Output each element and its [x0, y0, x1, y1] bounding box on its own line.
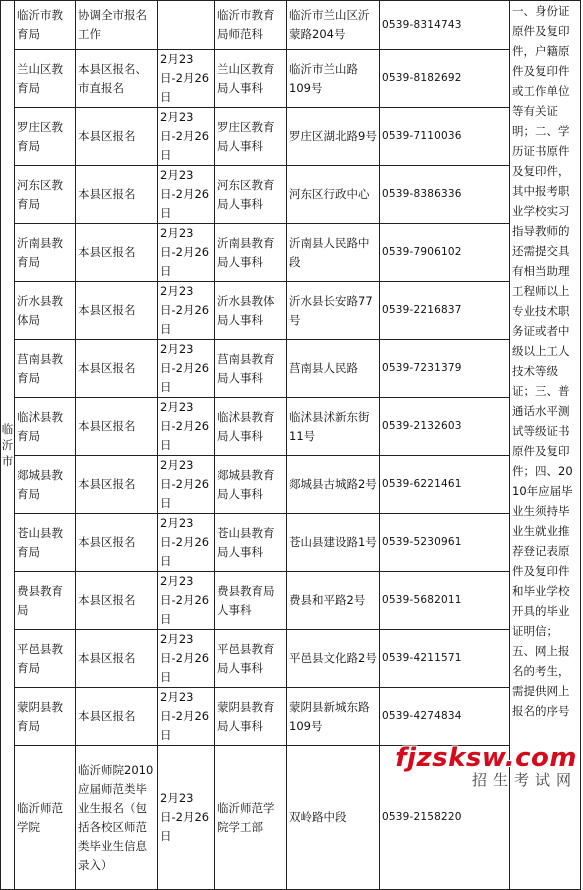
time-cell: 2月23日-2月26日 — [158, 456, 215, 514]
address-cell: 郯城县古城路2号 — [287, 456, 380, 514]
time-cell: 2月23日-2月26日 — [158, 746, 215, 890]
scope-cell: 本县区报名 — [76, 282, 158, 340]
scope-cell: 本县区报名 — [76, 340, 158, 398]
time-cell: 2月23日-2月26日 — [158, 340, 215, 398]
address-cell: 罗庄区湖北路9号 — [287, 108, 380, 166]
table-row — [1, 50, 581, 108]
place-cell: 沂南县教育局人事科 — [215, 224, 287, 282]
table-row — [1, 456, 581, 514]
unit-cell: 临沂市教育局 — [15, 1, 76, 50]
address-cell: 费县和平路2号 — [287, 572, 380, 630]
site-watermark — [395, 743, 577, 790]
scope-cell: 协调全市报名工作 — [76, 1, 158, 50]
place-cell: 莒南县教育局人事科 — [215, 340, 287, 398]
phone-cell: 0539-5682011 — [380, 572, 510, 630]
unit-cell: 蒙阴县教育局 — [15, 688, 76, 746]
unit-cell: 兰山区教育局 — [15, 50, 76, 108]
scope-cell: 本县区报名 — [76, 688, 158, 746]
address-cell: 平邑县文化路2号 — [287, 630, 380, 688]
table-row — [1, 108, 581, 166]
unit-cell: 河东区教育局 — [15, 166, 76, 224]
phone-cell: 0539-2216837 — [380, 282, 510, 340]
time-cell: 2月23日-2月26日 — [158, 166, 215, 224]
phone-cell: 0539-6221461 — [380, 456, 510, 514]
place-cell: 蒙阴县教育局人事科 — [215, 688, 287, 746]
phone-cell: 0539-8386336 — [380, 166, 510, 224]
phone-cell: 0539-7231379 — [380, 340, 510, 398]
table-row — [1, 630, 581, 688]
place-cell: 沂水县教体局人事科 — [215, 282, 287, 340]
phone-cell: 0539-4211571 — [380, 630, 510, 688]
place-cell: 兰山区教育局人事科 — [215, 50, 287, 108]
unit-cell: 苍山县教育局 — [15, 514, 76, 572]
time-cell: 2月23日-2月26日 — [158, 630, 215, 688]
scope-cell: 本县区报名 — [76, 108, 158, 166]
table-row — [1, 398, 581, 456]
table-row — [1, 282, 581, 340]
place-cell: 罗庄区教育局人事科 — [215, 108, 287, 166]
notes-cell: 一、身份证原件及复印件，户籍原件及复印件或工作单位等有关证明；二、学历证书原件及复印件，其中报考职业学校实习指导教师的还需提交具有相当助理工程师以上专业技术职务证或者中级以上工人技术等级证；三、普通话水平测试等级证书原件及复印件；四、2010年应届毕业生须持毕业生就业推荐登记表原件及复印件和毕业学校开具的毕业证明信；五、网上报名的考生，需提供网上报名的序号 — [510, 1, 581, 890]
watermark-logo: fjzsksw.com — [395, 743, 577, 773]
place-cell: 临沂市教育局师范科 — [215, 1, 287, 50]
unit-cell: 临沭县教育局 — [15, 398, 76, 456]
time-cell: 2月23日-2月26日 — [158, 50, 215, 108]
address-cell: 双岭路中段 — [287, 746, 380, 890]
phone-cell: 0539-8314743 — [380, 1, 510, 50]
time-cell: 2月23日-2月26日 — [158, 224, 215, 282]
scope-cell: 本县区报名 — [76, 398, 158, 456]
place-cell: 平邑县教育局人事科 — [215, 630, 287, 688]
address-cell: 临沂市兰山路109号 — [287, 50, 380, 108]
table-row — [1, 572, 581, 630]
address-cell: 临沭县沭新东街11号 — [287, 398, 380, 456]
unit-cell: 罗庄区教育局 — [15, 108, 76, 166]
phone-cell: 0539-7906102 — [380, 224, 510, 282]
table-row — [1, 688, 581, 746]
place-cell: 费县教育局人事科 — [215, 572, 287, 630]
unit-cell: 沂水县教体局 — [15, 282, 76, 340]
address-cell: 蒙阴县新城东路109号 — [287, 688, 380, 746]
phone-cell: 0539-5230961 — [380, 514, 510, 572]
unit-cell: 郯城县教育局 — [15, 456, 76, 514]
address-cell: 河东区行政中心 — [287, 166, 380, 224]
table-row — [1, 340, 581, 398]
place-cell: 临沂师范学院学工部 — [215, 746, 287, 890]
unit-cell: 临沂师范学院 — [15, 746, 76, 890]
time-cell: 2月23日-2月26日 — [158, 282, 215, 340]
phone-cell: 0539-8182692 — [380, 50, 510, 108]
time-cell: 2月23日-2月26日 — [158, 108, 215, 166]
place-cell: 临沭县教育局人事科 — [215, 398, 287, 456]
time-cell: 2月23日-2月26日 — [158, 514, 215, 572]
unit-cell: 莒南县教育局 — [15, 340, 76, 398]
phone-cell: 0539-7110036 — [380, 108, 510, 166]
city-label: 临沂市 — [1, 422, 14, 468]
time-cell: 2月23日-2月26日 — [158, 398, 215, 456]
scope-cell: 本县区报名 — [76, 224, 158, 282]
scope-cell: 临沂师院2010应届师范类毕业生报名（包括各校区师范类毕业生信息录入） — [76, 746, 158, 890]
scope-cell: 本县区报名 — [76, 514, 158, 572]
address-cell: 临沂市兰山区沂蒙路204号 — [287, 1, 380, 50]
scope-cell: 本县区报名 — [76, 456, 158, 514]
table-row — [1, 1, 581, 50]
watermark-subtitle: 招生考试网 — [471, 771, 577, 789]
unit-cell: 沂南县教育局 — [15, 224, 76, 282]
unit-cell: 费县教育局 — [15, 572, 76, 630]
address-cell: 沂水县长安路77号 — [287, 282, 380, 340]
city-cell — [1, 1, 15, 890]
scope-cell: 本县区报名 — [76, 166, 158, 224]
phone-cell: 0539-4274834 — [380, 688, 510, 746]
place-cell: 河东区教育局人事科 — [215, 166, 287, 224]
scope-cell: 本县区报名 — [76, 630, 158, 688]
phone-cell: 0539-2132603 — [380, 398, 510, 456]
address-cell: 苍山县建设路1号 — [287, 514, 380, 572]
unit-cell: 平邑县教育局 — [15, 630, 76, 688]
scope-cell: 本县区报名 — [76, 572, 158, 630]
address-cell: 莒南县人民路 — [287, 340, 380, 398]
time-cell: 2月23日-2月26日 — [158, 572, 215, 630]
time-cell: 2月23日-2月26日 — [158, 688, 215, 746]
table-row — [1, 514, 581, 572]
scope-cell: 本县区报名、市直报名 — [76, 50, 158, 108]
table-row — [1, 224, 581, 282]
place-cell: 苍山县教育局人事科 — [215, 514, 287, 572]
place-cell: 郯城县教育局人事科 — [215, 456, 287, 514]
time-cell — [158, 1, 215, 50]
table-row — [1, 166, 581, 224]
phone-cell: 0539-2158220 — [380, 746, 510, 890]
address-cell: 沂南县人民路中段 — [287, 224, 380, 282]
